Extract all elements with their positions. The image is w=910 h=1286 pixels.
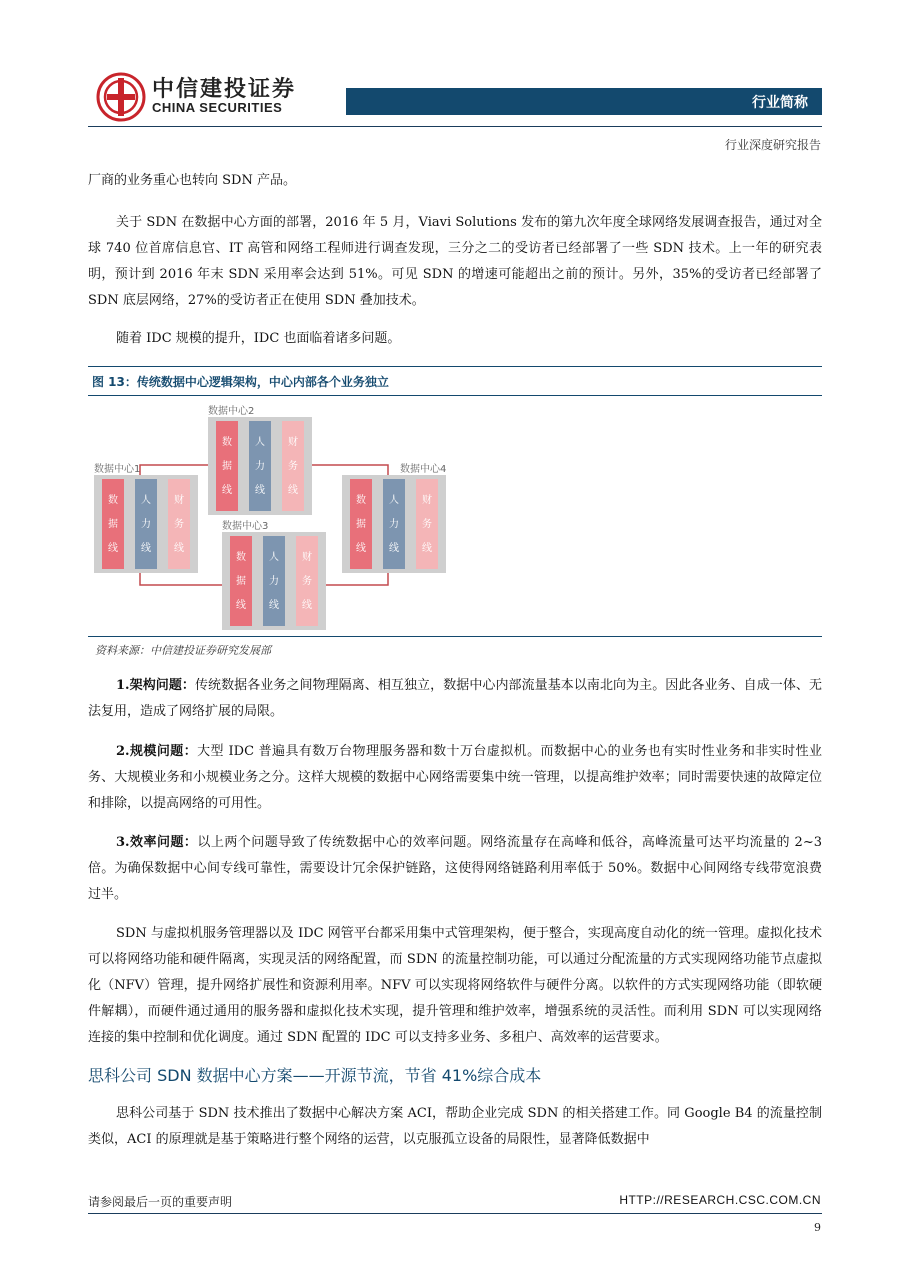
dc1-data-line-char: 据 bbox=[108, 519, 118, 530]
dc3-hr-line-char: 力 bbox=[269, 576, 279, 587]
dc3-finance-line-char: 财 bbox=[302, 552, 312, 563]
dc2-data-line-char: 线 bbox=[222, 485, 232, 496]
dc2-data-line-char: 据 bbox=[222, 461, 232, 472]
dc4-finance-line-char: 财 bbox=[422, 495, 432, 506]
page-number: 9 bbox=[814, 1221, 821, 1234]
dc2-label: 数据中心2 bbox=[208, 406, 255, 417]
issue-efficiency-title: 3.效率问题： bbox=[116, 835, 198, 850]
brand-name-en: CHINA SECURITIES bbox=[152, 100, 283, 115]
dc4-data-line-char: 数 bbox=[356, 495, 366, 506]
issue-efficiency-text: 以上两个问题导致了传统数据中心的效率问题。网络流量存在高峰和低谷，高峰流量可达平均流量的 2~3 倍。为确保数据中心间专线可靠性，需要设计冗余保护链路，这使得网络链路利用率低于 50%。数据中心间网络专线带宽浪费过半。 bbox=[88, 835, 822, 902]
footer-website-link[interactable]: HTTP://RESEARCH.CSC.COM.CN bbox=[619, 1193, 821, 1207]
dc2-hr-line-char: 线 bbox=[255, 485, 265, 496]
link-dc1-dc2 bbox=[140, 465, 208, 475]
link-dc1-dc3 bbox=[140, 573, 222, 585]
issue-efficiency bbox=[88, 830, 822, 908]
dc2-finance-line-char: 财 bbox=[288, 437, 298, 448]
issue-architecture-text: 传统数据各业务之间物理隔离、相互独立，数据中心内部流量基本以南北向为主。因此各业务、自成一体、无法复用，造成了网络扩展的局限。 bbox=[88, 678, 822, 719]
dc3-data-line-char: 据 bbox=[236, 576, 246, 587]
dc1-finance-line-char: 线 bbox=[174, 543, 184, 554]
dc4-finance-line-char: 线 bbox=[422, 543, 432, 554]
dc1-finance-line-char: 财 bbox=[174, 495, 184, 506]
dc4-data-line-char: 据 bbox=[356, 519, 366, 530]
industry-label: 行业简称 bbox=[752, 95, 808, 111]
issue-scale-text: 大型 IDC 普遍具有数万台物理服务器和数十万台虚拟机。而数据中心的业务也有实时性业务和非实时性业务、大规模业务和小规模业务之分。这样大规模的数据中心网络需要集中统一管理，以提高维护效率；同时需要快速的故障定位和排除，以提高网络的可用性。 bbox=[88, 744, 822, 811]
dc3-finance-line-char: 线 bbox=[302, 600, 312, 611]
dc4-hr-line-char: 人 bbox=[389, 495, 399, 506]
china-securities-logo-icon bbox=[96, 72, 146, 122]
dc4-finance-line-char: 务 bbox=[422, 519, 432, 530]
issue-scale-title: 2.规模问题： bbox=[116, 744, 198, 759]
paragraph-sdn-survey: 关于 SDN 在数据中心方面的部署，2016 年 5 月，Viavi Solutions 发布的第九次年度全球网络发展调查报告，通过对全球 740 位首席信息官、IT 高管和网络工程师进行调查发现，三分之二的受访者已经部署了一些 SDN 技术。上一年的研究表明，预计到 2016 年末 SDN 采用率会达到 51%。可见 SDN 的增速可能超出之前的预计。另外，35%的受访者已经部署了 SDN 底层网络，27%的受访者正在使用 SDN 叠加技术。 bbox=[88, 215, 822, 308]
data-center-architecture-diagram bbox=[88, 400, 468, 640]
figure-source: 资料来源：中信建投证券研究发展部 bbox=[95, 644, 271, 657]
link-dc3-dc4 bbox=[326, 573, 388, 585]
dc3-data-line-char: 线 bbox=[236, 600, 246, 611]
dc1-hr-line-char: 人 bbox=[141, 495, 151, 506]
dc1-data-line-char: 线 bbox=[108, 543, 118, 554]
dc4-data-line-char: 线 bbox=[356, 543, 366, 554]
issue-scale bbox=[88, 739, 822, 817]
dc2-finance-line-char: 线 bbox=[288, 485, 298, 496]
dc2-data-line-char: 数 bbox=[222, 437, 232, 448]
dc3-data-line-char: 数 bbox=[236, 552, 246, 563]
brand-name-cn: 中信建投证券 bbox=[152, 77, 297, 102]
issue-architecture bbox=[88, 673, 822, 725]
dc4-hr-line-char: 线 bbox=[389, 543, 399, 554]
paragraph-cisco-aci: 思科公司基于 SDN 技术推出了数据中心解决方案 ACI，帮助企业完成 SDN 的相关搭建工作。同 Google B4 的流量控制类似，ACI 的原理就是基于策略进行整个网络的运营，以克服孤立设备的局限性，显著降低数据中 bbox=[88, 1106, 822, 1147]
dc1-hr-line-char: 力 bbox=[141, 519, 151, 530]
header-rule bbox=[88, 126, 822, 127]
dc3-hr-line-char: 线 bbox=[269, 600, 279, 611]
section-heading-cisco: 思科公司 SDN 数据中心方案——开源节流，节省 41%综合成本 bbox=[88, 1066, 542, 1085]
dc2-finance-line-char: 务 bbox=[288, 461, 298, 472]
dc3-finance-line-char: 务 bbox=[302, 576, 312, 587]
dc2-hr-line-char: 人 bbox=[255, 437, 265, 448]
paragraph-sdn-management: SDN 与虚拟机服务管理器以及 IDC 网管平台都采用集中式管理架构，便于整合，实现高度自动化的统一管理。虚拟化技术可以将网络功能和硬件隔离，实现灵活的网络配置，而 SDN 的流量控制功能，可以通过分配流量的方式实现网络功能节点虚拟化（NFV）管理，提升网络扩展性和资源利用率。NFV 可以实现将网络软件与硬件分离。以软件的方式实现网络功能（即软硬件解耦），而硬件通过通用的服务器和虚拟化技术实现，提升管理和维护效率，增强系统的灵活性。而利用 SDN 可以实现网络连接的集中控制和优化调度。通过 SDN 配置的 IDC 可以支持多业务、多租户、高效率的运营要求。 bbox=[88, 926, 822, 1045]
dc1-finance-line-char: 务 bbox=[174, 519, 184, 530]
issue-architecture-title: 1.架构问题： bbox=[116, 678, 195, 693]
report-type: 行业深度研究报告 bbox=[724, 138, 821, 152]
footer-rule bbox=[88, 1213, 822, 1214]
header-bar bbox=[346, 88, 822, 115]
paragraph-idc-problems: 随着 IDC 规模的提升，IDC 也面临着诸多问题。 bbox=[116, 331, 401, 346]
figure-title-rule bbox=[88, 395, 822, 396]
dc1-hr-line-char: 线 bbox=[141, 543, 151, 554]
dc4-hr-line-char: 力 bbox=[389, 519, 399, 530]
dc1-data-line-char: 数 bbox=[108, 495, 118, 506]
dc3-hr-line-char: 人 bbox=[269, 552, 279, 563]
figure-title: 图 13：传统数据中心逻辑架构，中心内部各个业务独立 bbox=[92, 375, 389, 389]
paragraph-intro: 厂商的业务重心也转向 SDN 产品。 bbox=[88, 173, 296, 188]
footer-disclaimer: 请参阅最后一页的重要声明 bbox=[88, 1195, 233, 1209]
figure-bottom-rule bbox=[88, 636, 822, 637]
dc3-label: 数据中心3 bbox=[222, 521, 269, 532]
figure-top-rule bbox=[88, 366, 822, 367]
dc2-hr-line-char: 力 bbox=[255, 461, 265, 472]
dc4-label: 数据中心4 bbox=[400, 464, 447, 475]
link-dc2-dc4 bbox=[312, 465, 388, 475]
dc1-label: 数据中心1 bbox=[94, 464, 141, 475]
